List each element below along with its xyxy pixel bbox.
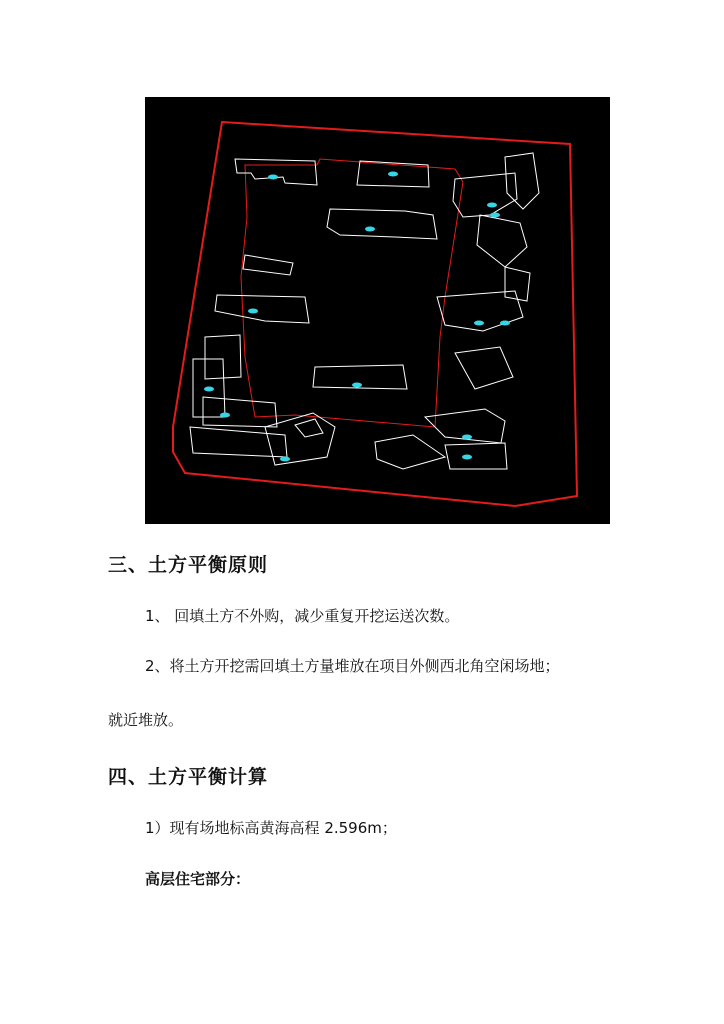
section-heading: 四、土方平衡计算 [108,766,269,788]
paragraph: 1）现有场地标高黄海高程 2.596m； [145,819,397,837]
section-heading: 三、土方平衡原则 [108,554,269,576]
site-boundary [173,122,577,506]
site-plan-drawing [145,97,610,524]
excavation-line [241,159,463,427]
subheading: 高层住宅部分： [145,870,251,888]
paragraph: 1、 回填土方不外购，减少重复开挖运送次数。 [145,607,460,625]
site-plan-figure [145,97,610,524]
paragraph: 2、将土方开挖需回填土方量堆放在项目外侧西北角空闲场地； [145,657,560,675]
paragraph: 就近堆放。 [108,711,184,729]
elevation-markers [204,172,510,462]
